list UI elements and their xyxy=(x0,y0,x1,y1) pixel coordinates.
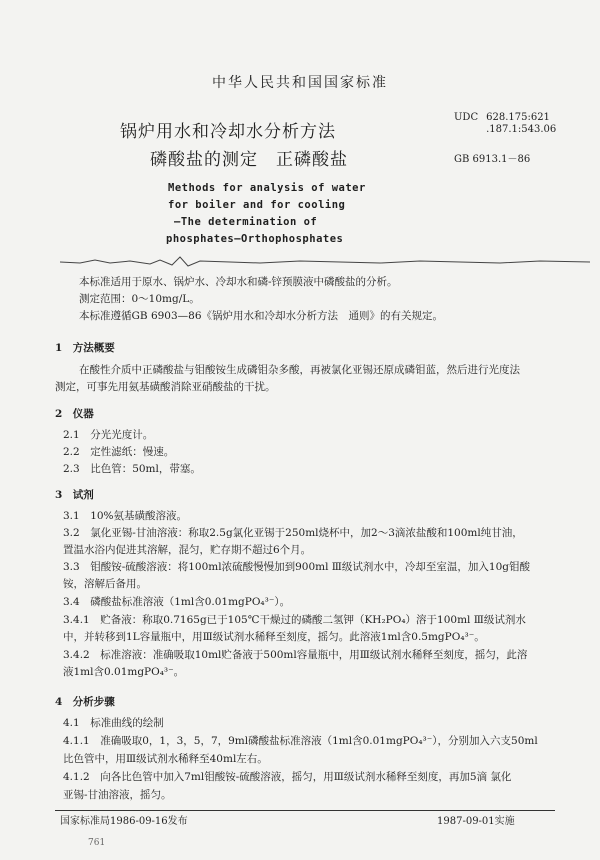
list-item: 2.1 分光光度计。 xyxy=(63,429,154,441)
list-item: 3.2 氯化亚锡-甘油溶液：称取2.5g氯化亚锡于250ml烧杯中，加2～3滴浓盐酸和100ml纯甘油， xyxy=(63,527,523,539)
chinese-title-line-1: 锅炉用水和冷却水分析方法 xyxy=(120,122,336,142)
list-item: 4.1.2 向各比色管中加入7ml钼酸铵-硫酸溶液，摇匀，用Ⅲ级试剂水稀释至刻度，再加5滴 氯化 xyxy=(63,771,512,783)
list-item: 3.4.2 标准溶液：准确吸取10ml贮备液于500ml容量瓶中，用Ⅲ级试剂水稀释至刻度，摇匀，此溶 xyxy=(63,649,528,661)
list-item: 3.3 钼酸铵-硫酸溶液：将100ml浓硫酸慢慢加到900ml Ⅲ级试剂水中，冷却至室温，加入10g钼酸 xyxy=(63,561,531,573)
chinese-title-line-2: 磷酸盐的测定 正磷酸盐 xyxy=(150,150,348,170)
list-item: 3.1 10%氨基磺酸溶液。 xyxy=(63,510,188,522)
paragraph-line: 液1ml含0.01mgPO₄³⁻。 xyxy=(63,666,185,678)
paragraph-line: 比色管中，用Ⅲ级试剂水稀释至40ml左右。 xyxy=(63,753,268,765)
paragraph-line: 本标准遵循GB 6903—86《锅炉用水和冷却水分析方法 通则》的有关规定。 xyxy=(79,310,444,322)
section-heading: 2 仪器 xyxy=(55,408,94,420)
torn-divider xyxy=(60,254,590,270)
english-title-line: —The determination of xyxy=(174,216,318,228)
list-item: 2.2 定性滤纸：慢速。 xyxy=(63,446,175,458)
paragraph-line: 置温水浴内促进其溶解，混匀，贮存期不超过6个月。 xyxy=(63,544,312,556)
paragraph-line: 亚锡-甘油溶液，摇匀。 xyxy=(63,789,172,801)
section-heading: 4 分析步骤 xyxy=(55,696,115,708)
page-number: 761 xyxy=(88,838,106,848)
list-item: 3.4 磷酸盐标准溶液（1ml含0.01mgPO₄³⁻）。 xyxy=(63,596,291,608)
paragraph-line: 铵，溶解后备用。 xyxy=(63,578,147,590)
implementation-date: 1987-09-01实施 xyxy=(437,816,515,827)
english-title-line: phosphates—Orthophosphates xyxy=(166,233,344,245)
udc-code-2: .187.1:543.06 xyxy=(486,124,557,135)
udc-classification xyxy=(454,112,556,136)
gb-standard-number: GB 6913.1－86 xyxy=(454,154,531,165)
issuing-agency: 中华人民共和国国家标准 xyxy=(212,75,388,91)
paragraph-line: 中，并转移到1L容量瓶中，用Ⅲ级试剂水稀释至刻度，摇匀。此溶液1ml含0.5mgPO₄³⁻。 xyxy=(63,631,485,643)
issue-date: 国家标准局1986-09-16发布 xyxy=(60,816,188,827)
udc-label: UDC xyxy=(454,112,479,123)
list-item: 4.1.1 准确吸取0，1，3，5，7，9ml磷酸盐标准溶液（1ml含0.01mgPO₄³⁻），分别加入六支50ml xyxy=(63,735,538,747)
paragraph-line: 在酸性介质中正磷酸盐与钼酸铵生成磷钼杂多酸，再被氯化亚锡还原成磷钼蓝，然后进行光度法 xyxy=(79,364,520,376)
english-title xyxy=(168,180,366,248)
paragraph-line: 测定范围：0～10mg/L。 xyxy=(79,293,200,305)
subsection-heading: 4.1 标准曲线的绘制 xyxy=(63,717,164,729)
english-title-line: Methods for analysis of water xyxy=(168,182,366,194)
english-title-line: for boiler and for cooling xyxy=(168,199,346,211)
section-heading: 1 方法概要 xyxy=(55,342,115,354)
footer-divider xyxy=(55,810,555,811)
list-item: 3.4.1 贮备液：称取0.7165g已于105℃干燥过的磷酸二氢钾（KH₂PO₄）溶于100ml Ⅲ级试剂水 xyxy=(63,614,526,626)
paragraph-line: 本标准适用于原水、锅炉水、冷却水和磷-锌预膜液中磷酸盐的分析。 xyxy=(79,276,398,288)
udc-code-1: 628.175:621 xyxy=(486,112,550,123)
paragraph-line: 测定，可事先用氨基磺酸消除亚硝酸盐的干扰。 xyxy=(55,381,276,393)
list-item: 2.3 比色管：50ml，带塞。 xyxy=(63,463,201,475)
section-heading: 3 试剂 xyxy=(55,489,94,501)
